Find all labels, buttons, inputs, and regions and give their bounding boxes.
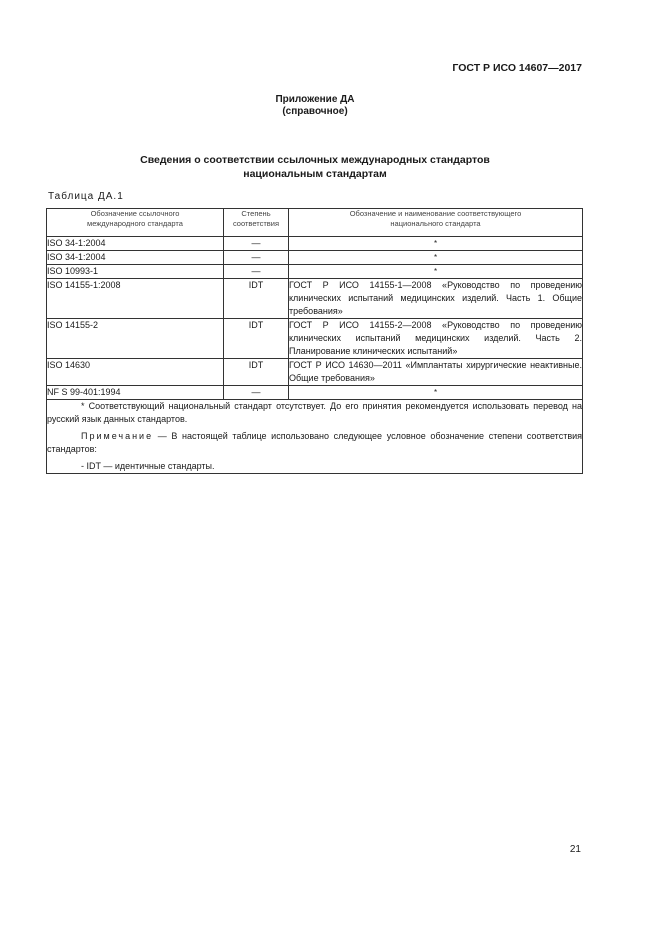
table-caption: Таблица ДА.1	[48, 191, 124, 202]
cell-ref: ISO 14155-1:2008	[47, 279, 224, 319]
table-row	[47, 279, 583, 319]
table-row	[47, 265, 583, 279]
section-title	[0, 153, 630, 181]
section-title-line-2: национальным стандартам	[243, 168, 387, 180]
cell-degree: —	[224, 386, 289, 400]
table-row	[47, 319, 583, 359]
cell-degree: IDT	[224, 359, 289, 386]
table-footnotes	[47, 400, 583, 474]
table-header-row	[47, 209, 583, 237]
cell-ref: ISO 14630	[47, 359, 224, 386]
table-row	[47, 251, 583, 265]
correspondence-table	[46, 208, 583, 474]
cell-national: *	[289, 386, 583, 400]
cell-ref: ISO 14155-2	[47, 319, 224, 359]
table-row	[47, 359, 583, 386]
cell-degree: —	[224, 251, 289, 265]
cell-degree: —	[224, 265, 289, 279]
note-paragraph	[47, 430, 582, 456]
cell-national: *	[289, 251, 583, 265]
cell-ref: ISO 34-1:2004	[47, 237, 224, 251]
header-national-standard: Обозначение и наименование соответствующего национального стандарта	[289, 209, 583, 237]
table-footer-row	[47, 400, 583, 474]
cell-national: ГОСТ Р ИСО 14630—2011 «Имплантаты хирургические неактивные. Общие требования»	[289, 359, 583, 386]
cell-ref: ISO 34-1:2004	[47, 251, 224, 265]
note-list-item: - IDT — идентичные стандарты.	[81, 461, 215, 471]
cell-degree: IDT	[224, 319, 289, 359]
note-text: — В настоящей таблице использовано следующее условное обозначение степени соответствия стандартов:	[47, 431, 582, 454]
cell-national: ГОСТ Р ИСО 14155-1—2008 «Руководство по проведению клинических испытаний медицинских изделий. Часть 1. Общие требования»	[289, 279, 583, 319]
footnote-text: * Соответствующий национальный стандарт отсутствует. До его принятия рекомендуется использовать перевод на русский язык данных стандартов.	[47, 401, 582, 424]
cell-degree: IDT	[224, 279, 289, 319]
page-number: 21	[569, 844, 581, 855]
header-degree: Степень соответствия	[224, 209, 289, 237]
note-label: Примечание	[81, 431, 154, 441]
cell-national: *	[289, 265, 583, 279]
cell-ref: ISO 10993-1	[47, 265, 224, 279]
header-ref-standard: Обозначение ссылочного международного стандарта	[47, 209, 224, 237]
appendix-subtitle: (справочное)	[282, 106, 348, 117]
cell-national: ГОСТ Р ИСО 14155-2—2008 «Руководство по проведению клинических испытаний медицинских изделий. Часть 2. Планирование клинических испытаний»	[289, 319, 583, 359]
appendix-title: Приложение ДА	[275, 94, 355, 105]
cell-national: *	[289, 237, 583, 251]
table-row	[47, 386, 583, 400]
document-code: ГОСТ Р ИСО 14607—2017	[452, 62, 582, 74]
section-title-line-1: Сведения о соответствии ссылочных международных стандартов	[140, 154, 490, 166]
cell-degree: —	[224, 237, 289, 251]
cell-ref: NF S 99-401:1994	[47, 386, 224, 400]
table-row	[47, 237, 583, 251]
